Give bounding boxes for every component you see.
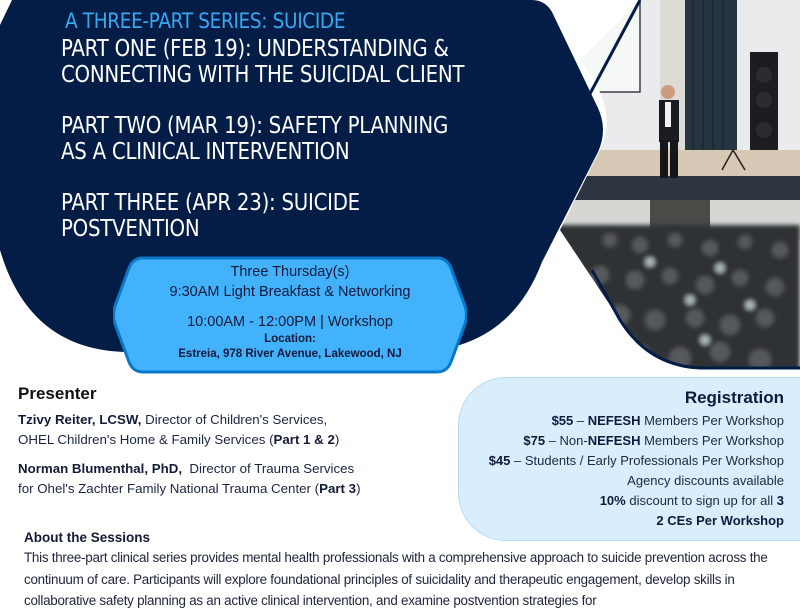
schedule-info xyxy=(113,262,467,362)
presenter-1-name: Tzivy Reiter, LCSW, xyxy=(18,412,142,427)
about-section xyxy=(24,530,800,612)
price-row-members: $55 – NEFESH Members Per Workshop xyxy=(551,413,784,428)
about-body: This three-part clinical series provides mental health professionals with a comprehensive approach to suicide prevention across the continuum of care. Participants will explore foundational principles of suicidality and therapeutic engagement, develop skills in collaborative safety planning as an active clinical intervention, and examine postvention strategies for xyxy=(24,550,768,608)
presenter-section xyxy=(18,384,458,508)
schedule-days: Three Thursday(s) xyxy=(230,264,350,280)
bundle-discount: 10% discount to sign up for all 3 xyxy=(599,493,784,508)
series-title: A THREE-PART SERIES: SUICIDE xyxy=(65,9,346,33)
price-row-non-members: $75 – Non-NEFESH Members Per Workshop xyxy=(523,433,784,448)
presenter-2-name: Norman Blumenthal, PhD, xyxy=(18,461,183,476)
presenter-1-parts: Part 1 & 2 xyxy=(273,432,335,447)
agency-discount: Agency discounts available xyxy=(627,473,784,488)
schedule-breakfast: 9:30AM Light Breakfast & Networking xyxy=(169,284,411,300)
about-heading: About the Sessions xyxy=(24,530,151,545)
registration-heading: Registration xyxy=(684,388,784,407)
presenter-heading: Presenter xyxy=(18,384,97,403)
price-row-students: $45 – Students / Early Professionals Per Workshop xyxy=(488,453,784,468)
schedule-workshop: 10:00AM - 12:00PM | Workshop xyxy=(187,314,393,330)
presenter-2-parts: Part 3 xyxy=(319,481,357,496)
presenter-1: Tzivy Reiter, LCSW, Director of Children's Services, OHEL Children's Home & Family Services (Part 1 & 2) xyxy=(18,412,340,447)
part-two-title: PART TWO (MAR 19): SAFETY PLANNING AS A CLINICAL INTERVENTION xyxy=(61,113,449,165)
ce-credits: 2 CEs Per Workshop xyxy=(656,513,784,528)
headline-block xyxy=(61,6,581,267)
location-address: Estreia, 978 River Avenue, Lakewood, NJ xyxy=(178,348,402,360)
registration-section xyxy=(444,388,784,531)
presenter-2: Norman Blumenthal, PhD, Director of Trauma Services for Ohel's Zachter Family National Trauma Center (Part 3) xyxy=(18,461,361,496)
part-one-title: PART ONE (FEB 19): UNDERSTANDING & CONNECTING WITH THE SUICIDAL CLIENT xyxy=(61,36,465,88)
part-three-title: PART THREE (APR 23): SUICIDE POSTVENTION xyxy=(61,190,360,242)
location-label: Location: xyxy=(264,333,316,345)
